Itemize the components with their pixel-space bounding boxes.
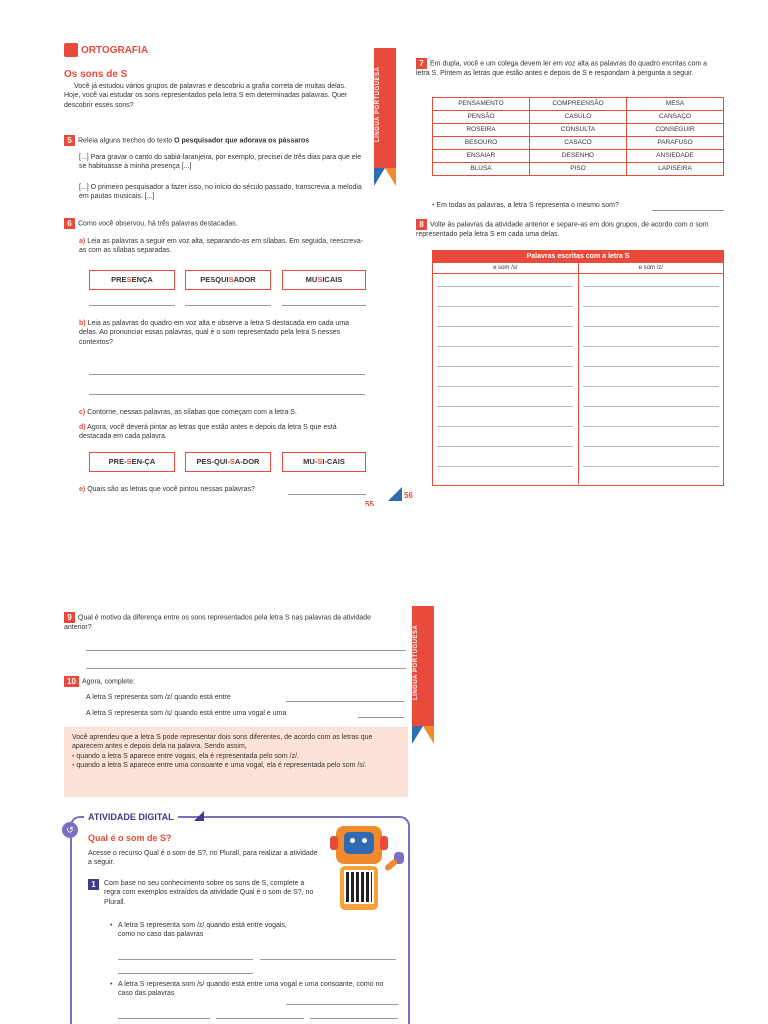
question-number: 5 [64,135,75,146]
info-box [64,727,408,797]
syllable-box-3: MU-SI-CAIS [282,452,366,472]
page-number-right: 56 [404,491,413,500]
table-cell: CONSEGUIR [627,124,724,137]
intro-text: Você já estudou vários grupos de palavras e descobriu a grafia correta de muitas delas. Hoje, você vai estudar os sons representados pela letra S em determinadas palavras. Quer descobrir esses sons? [64,83,348,109]
question-9 [64,612,394,632]
answer-line[interactable] [437,466,573,467]
complete-line-1: A letra S representa som /z/ quando está entre [86,694,231,701]
table-cell: CASACO [530,137,627,150]
answer-line[interactable] [437,426,573,427]
question-text: Releia alguns trechos do texto [78,137,175,145]
answer-line[interactable] [86,650,406,651]
answer-line[interactable] [583,306,719,307]
item-d [79,423,364,442]
section-title: ORTOGRAFIA [81,45,149,56]
answer-line[interactable] [437,346,573,347]
question-text: Em dupla, você e um colega devem ler em voz alta as palavras do quadro escritas com a letra S. Pintem as letras que estão antes e depois de S e respondam à pergunta a seguir. [416,60,708,77]
answer-line[interactable] [437,366,573,367]
answer-line[interactable] [583,366,719,367]
table-cell: CANSAÇO [627,111,724,124]
item-label: d) [79,424,86,431]
tab-ribbon-icon [374,168,396,186]
answer-line[interactable] [583,426,719,427]
question-text: Com base no seu conhecimento sobre os sons de S, complete a regra com exemplos extraídos da atividade Qual é o som de S?, no Plurall. [104,880,314,906]
digital-label-triangle [194,811,204,821]
syllable-box-1: PRE-SEN-ÇA [89,452,175,472]
side-tab: LÍNGUA PORTUGUESA [374,48,396,168]
answer-line[interactable] [89,374,365,375]
bullet-text: Em todas as palavras, a letra S representa o mesmo som? [436,202,619,209]
table-cell: BESOURO [433,137,530,150]
answer-line[interactable] [583,326,719,327]
table-cell: PISO [530,163,627,176]
question-number: 7 [416,58,427,69]
answer-line[interactable] [286,701,404,702]
question-7 [416,58,716,78]
answer-line[interactable] [288,494,366,495]
answer-line[interactable] [282,305,366,306]
item-label: a) [79,238,86,245]
table-row [433,124,724,137]
question-number: 8 [416,219,427,230]
item-label: c) [79,409,86,416]
question-8 [416,219,716,239]
page-number-left: 55 [365,500,374,506]
question-10 [64,676,394,687]
digital-bullet-2: • A letra S representa som /s/ quando está entre uma vogal e uma consoante, como no caso das palavras [110,981,384,998]
item-b [79,319,364,347]
question-number: 1 [88,879,99,890]
table-row [433,150,724,163]
answer-line[interactable] [583,446,719,447]
digital-question-1 [88,879,320,907]
answer-line[interactable] [185,305,271,306]
table-cell: LAPISEIRA [627,163,724,176]
table-row [433,111,724,124]
page-corner-arrow [388,487,402,501]
bullet-question [432,201,652,210]
word-box-3: MUSICAIS [282,270,366,290]
answer-line[interactable] [583,346,719,347]
tab-ribbon-icon [412,726,434,744]
question-text: Como você observou, há três palavras destacadas. [78,220,238,228]
answer-line[interactable] [652,210,724,211]
digital-title: Qual é o som de S? [88,833,172,843]
answer-line[interactable] [260,959,396,960]
digital-bullet-1: • A letra S representa som /z/ quando está entre vogais, como no caso das palavras [110,922,287,939]
column-divider [578,274,579,484]
table-row [433,98,724,111]
answer-line[interactable] [583,406,719,407]
ortografia-icon [64,43,78,57]
digital-icon: ↺ [62,822,78,838]
question-6 [64,218,364,229]
answer-line[interactable] [583,286,719,287]
page-subtitle: Os sons de S [64,69,128,80]
answer-line[interactable] [118,973,253,974]
answer-line[interactable] [437,286,573,287]
item-text: Leia as palavras a seguir em voz alta, separando-as em sílabas. Em seguida, reescreva-as com as sílabas separadas. [79,238,364,255]
digital-label: ATIVIDADE DIGITAL [84,811,178,823]
question-number: 10 [64,676,79,687]
answer-line[interactable] [216,1018,304,1019]
answer-line[interactable] [583,466,719,467]
syllable-box-2: PES-QUI-SA-DOR [185,452,271,472]
table-cell: CONSULTA [530,124,627,137]
answer-line[interactable] [89,394,365,395]
digital-intro: Acesse o recurso Qual é o som de S?, no Plurall, para realizar a atividade a seguir. [88,850,318,867]
table-cell: MESA [627,98,724,111]
table-row [433,137,724,150]
answer-line[interactable] [89,305,175,306]
info-bullet-2: • quando a letra S aparece entre uma consoante e uma vogal, ela é representada pelo som /s/. [72,762,367,770]
item-e [79,485,294,494]
table-cell: PENSAMENTO [433,98,530,111]
text-title: O pesquisador que adorava os pássaros [174,137,310,145]
table-cell: ANSIEDADE [627,150,724,163]
item-label: b) [79,320,86,327]
table-cell: DESENHO [530,150,627,163]
table-cell: PARAFUSO [627,137,724,150]
qr-code [344,870,374,904]
answer-line[interactable] [358,717,404,718]
bullet-icon: • [432,202,435,209]
question-number: 6 [64,218,75,229]
table-cell: ENSAIAR [433,150,530,163]
answer-line[interactable] [286,1004,398,1005]
table-cell: COMPREENSÃO [530,98,627,111]
table-row [433,163,724,176]
table-cell: CASULO [530,111,627,124]
question-text: Agora, complete: [82,678,135,686]
question-text: Volte às palavras da atividade anterior e separe-as em dois grupos, de acordo com o som representado pela letra S em cada uma delas. [416,221,709,238]
item-text: Contorne, nessas palavras, as sílabas que começam com a letra S. [87,409,297,416]
column-header: e som /s/ [433,263,579,273]
answer-line[interactable] [437,306,573,307]
sort-table-title: Palavras escritas com a letra S [433,251,723,263]
info-text: Você aprendeu que a letra S pode representar dois sons diferentes, de acordo com as letras que aparecem antes e depois dela na palavra. Sendo assim, [72,734,373,751]
answer-line[interactable] [437,386,573,387]
sort-table [432,250,724,486]
complete-line-2: A letra S representa som /s/ quando está entre uma vogal e uma [86,710,287,717]
excerpt-2: [...] O primeiro pesquisador a fazer isso, no início do século passado, transcrevia a melodia em pautas musicais. [...] [79,184,362,201]
table-cell: BLUSA [433,163,530,176]
answer-line[interactable] [310,1018,398,1019]
excerpt-1: [...] Para gravar o canto do sabiá-laranjeira, por exemplo, precisei de três dias para que ele se habituasse à minha presença [...] [79,154,362,171]
word-box-2: PESQUISADOR [185,270,271,290]
question-5 [64,135,364,146]
item-a [79,237,364,256]
info-bullet-1: • quando a letra S aparece entre vogais, ela é representada pelo som /z/. [72,752,299,760]
item-text: Leia as palavras do quadro em voz alta e observe a letra S destacada em cada uma delas. Ao pronunciar essas palavras, qual é o som representado pela letra S nesses contextos? [79,320,350,346]
table-cell: ROSEIRA [433,124,530,137]
item-text: Agora, você deverá pintar as letras que estão antes e depois da letra S que está destacada em cada palavra. [79,424,337,441]
column-header: e som /z/ [638,265,663,271]
item-c [79,408,364,417]
answer-line[interactable] [583,386,719,387]
side-tab: LÍNGUA PORTUGUESA [412,606,434,726]
words-table [432,97,724,176]
question-number: 9 [64,612,75,623]
item-text: Quais são as letras que você pintou nessas palavras? [87,486,255,493]
answer-line[interactable] [118,1018,210,1019]
table-cell: PENSÃO [433,111,530,124]
answer-line[interactable] [437,446,573,447]
item-label: e) [79,486,86,493]
answer-line[interactable] [86,668,406,669]
question-text: Qual é motivo da diferença entre os sons representados pela letra S nas palavras da atividade anterior? [64,614,372,631]
answer-line[interactable] [437,406,573,407]
word-box-1: PRESENÇA [89,270,175,290]
answer-line[interactable] [118,959,253,960]
answer-line[interactable] [437,326,573,327]
